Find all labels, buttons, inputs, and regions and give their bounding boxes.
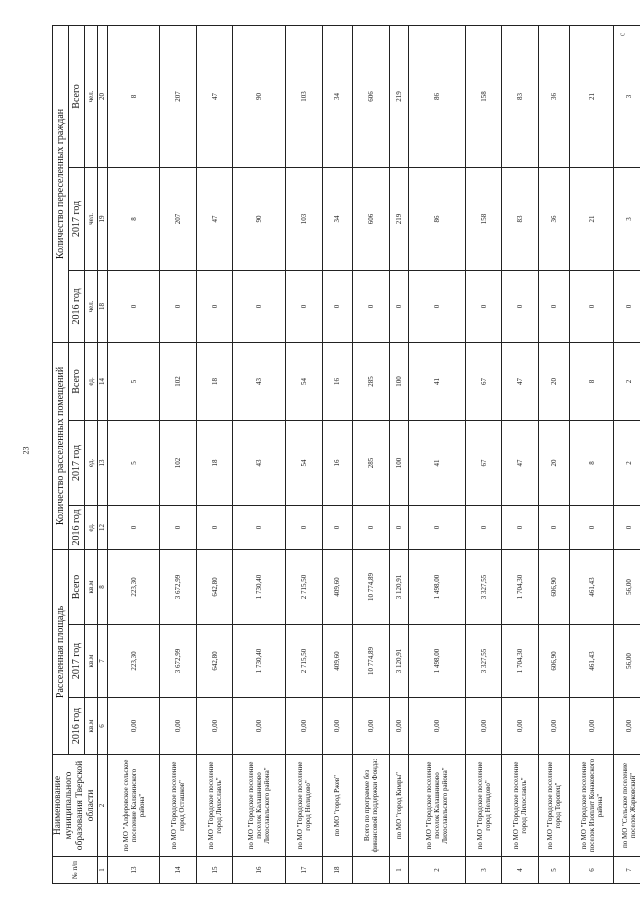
unit-rooms-total: ед. <box>85 342 97 420</box>
cell-no: 4 <box>502 857 538 884</box>
cell-r16: 0 <box>465 505 501 549</box>
cell-at: 606,90 <box>538 549 569 624</box>
cell-p16: 0 <box>570 270 614 342</box>
cell-at: 56,00 <box>614 549 640 624</box>
cell-no: 7 <box>614 857 640 884</box>
cell-name: по МО "Городское поселение город Лихославль" <box>196 755 232 857</box>
table-row <box>107 25 160 883</box>
unit-people-2016: чел. <box>85 270 97 342</box>
cell-pt: 8 <box>107 25 160 167</box>
header-group-people: Количество переселенных граждан <box>53 25 69 342</box>
cell-at: 642,80 <box>196 549 232 624</box>
cell-p17: 90 <box>233 167 286 270</box>
header-area-2016: 2016 год <box>69 698 85 755</box>
cell-p16: 0 <box>465 270 501 342</box>
cell-pt: 606 <box>352 25 390 167</box>
cell-no: 16 <box>233 857 286 884</box>
page-number: 23 <box>21 446 31 455</box>
cell-a17: 223,30 <box>107 625 160 698</box>
cell-no: 17 <box>286 857 322 884</box>
cell-p17: 606 <box>352 167 390 270</box>
cell-at: 1 498,00 <box>409 549 466 624</box>
unit-rooms-2016: ед. <box>85 505 97 549</box>
colnum: 2 <box>97 755 107 857</box>
colnum: 18 <box>97 270 107 342</box>
cell-a16: 0,00 <box>502 698 538 755</box>
cell-p16: 0 <box>233 270 286 342</box>
cell-rt: 2 <box>614 342 640 420</box>
cell-no: 15 <box>196 857 232 884</box>
cell-r17: 18 <box>196 420 232 505</box>
resettlement-table <box>52 25 640 884</box>
cell-p16: 0 <box>390 270 409 342</box>
cell-r16: 0 <box>160 505 196 549</box>
cell-r17: 16 <box>322 420 352 505</box>
cell-at: 1 730,40 <box>233 549 286 624</box>
cell-at: 10 774,89 <box>352 549 390 624</box>
table-row <box>322 25 352 883</box>
cell-rt: 5 <box>107 342 160 420</box>
cell-a17: 1 498,00 <box>409 625 466 698</box>
cell-name: по МО "город Кимры" <box>390 755 409 857</box>
table-row <box>409 25 466 883</box>
colnum: 14 <box>97 342 107 420</box>
cell-name: по МО "Городское поселение поселок Калашниково Лихославльского района" <box>409 755 466 857</box>
cell-p16: 0 <box>352 270 390 342</box>
cell-at: 409,60 <box>322 549 352 624</box>
colnum: 8 <box>97 549 107 624</box>
cell-a17: 1 730,40 <box>233 625 286 698</box>
cell-a16: 0,00 <box>107 698 160 755</box>
cell-pt: 103 <box>286 25 322 167</box>
header-people-2016: 2016 год <box>69 270 85 342</box>
cell-a16: 0,00 <box>196 698 232 755</box>
header-people-2017: 2017 год <box>69 167 85 270</box>
cell-pt: 36 <box>538 25 569 167</box>
cell-rt: 43 <box>233 342 286 420</box>
cell-a16: 0,00 <box>286 698 322 755</box>
cell-r16: 0 <box>390 505 409 549</box>
cell-r16: 0 <box>570 505 614 549</box>
cell-rt: 18 <box>196 342 232 420</box>
cell-name: по МО "Городское поселение город Нелидово" <box>465 755 501 857</box>
cell-r17: 102 <box>160 420 196 505</box>
cell-a17: 3 672,99 <box>160 625 196 698</box>
cell-name: по МО "Сельское поселение поселок Жарковский" <box>614 755 640 857</box>
cell-at: 461,43 <box>570 549 614 624</box>
cell-no: 2 <box>409 857 466 884</box>
table-row <box>465 25 501 883</box>
cell-no: 18 <box>322 857 352 884</box>
cell-r16: 0 <box>409 505 466 549</box>
cell-r16: 0 <box>352 505 390 549</box>
cell-r16: 0 <box>614 505 640 549</box>
cell-pt: 219 <box>390 25 409 167</box>
cell-a16: 0,00 <box>465 698 501 755</box>
cell-at: 3 120,91 <box>390 549 409 624</box>
cell-pt: 47 <box>196 25 232 167</box>
cell-no: 5 <box>538 857 569 884</box>
colnum: 20 <box>97 25 107 167</box>
cell-name: по МО "Городское поселение город Торопец" <box>538 755 569 857</box>
cell-a16: 0,00 <box>390 698 409 755</box>
cell-at: 2 715,50 <box>286 549 322 624</box>
cell-a16: 0,00 <box>409 698 466 755</box>
cell-rt: 8 <box>570 342 614 420</box>
header-area-total: Всего <box>69 549 85 624</box>
header-group-rooms: Количество расселенных помещений <box>53 342 69 549</box>
cell-no: 14 <box>160 857 196 884</box>
cell-r17: 47 <box>502 420 538 505</box>
colnum: 13 <box>97 420 107 505</box>
cell-r16: 0 <box>196 505 232 549</box>
cell-rt: 285 <box>352 342 390 420</box>
header-col-name: Наименование муниципального образования Тверской области <box>53 755 98 857</box>
cell-a17: 10 774,89 <box>352 625 390 698</box>
table-row <box>570 25 614 883</box>
cell-rt: 102 <box>160 342 196 420</box>
cell-at: 1 704,30 <box>502 549 538 624</box>
cell-r17: 8 <box>570 420 614 505</box>
cell-at: 3 672,99 <box>160 549 196 624</box>
cell-no <box>352 857 390 884</box>
unit-people-2017: чел. <box>85 167 97 270</box>
cell-p16: 0 <box>196 270 232 342</box>
cell-pt: 21 <box>570 25 614 167</box>
table-row <box>538 25 569 883</box>
unit-people-total: чел. <box>85 25 97 167</box>
cell-a16: 0,00 <box>538 698 569 755</box>
cell-pt: 83 <box>502 25 538 167</box>
cell-rt: 47 <box>502 342 538 420</box>
cell-r16: 0 <box>286 505 322 549</box>
cell-no: 6 <box>570 857 614 884</box>
header-rooms-2017: 2017 год <box>69 420 85 505</box>
colnum: 19 <box>97 167 107 270</box>
cell-name: Всего по программе без финансовой поддержки Фонда: <box>352 755 390 857</box>
colnum: 1 <box>97 857 107 884</box>
cell-pt: 90 <box>233 25 286 167</box>
cell-r17: 5 <box>107 420 160 505</box>
cell-at: 223,30 <box>107 549 160 624</box>
cell-rt: 67 <box>465 342 501 420</box>
cell-a16: 0,00 <box>352 698 390 755</box>
cell-pt: 3 <box>614 25 640 167</box>
cell-a17: 1 704,30 <box>502 625 538 698</box>
table-row <box>196 25 232 883</box>
cell-name: по МО "Алферовское сельское поселение Калязинского района" <box>107 755 160 857</box>
cell-name: по МО "Городское поселение город Осташков" <box>160 755 196 857</box>
header-people-total: Всего <box>69 25 85 167</box>
cell-p16: 0 <box>409 270 466 342</box>
corner-mark: c <box>617 32 627 37</box>
cell-p17: 207 <box>160 167 196 270</box>
cell-r16: 0 <box>322 505 352 549</box>
cell-a17: 56,00 <box>614 625 640 698</box>
header-rooms-total: Всего <box>69 342 85 420</box>
cell-pt: 86 <box>409 25 466 167</box>
cell-a17: 2 715,50 <box>286 625 322 698</box>
cell-a17: 3 120,91 <box>390 625 409 698</box>
cell-p17: 47 <box>196 167 232 270</box>
colnum: 7 <box>97 625 107 698</box>
cell-r17: 67 <box>465 420 501 505</box>
colnum: 6 <box>97 698 107 755</box>
cell-a17: 3 327,55 <box>465 625 501 698</box>
unit-area-2016: кв.м <box>85 698 97 755</box>
cell-name: по МО "Городское поселение город Лихославль" <box>502 755 538 857</box>
table-row <box>614 25 640 883</box>
cell-a16: 0,00 <box>160 698 196 755</box>
header-area-2017: 2017 год <box>69 625 85 698</box>
cell-r17: 285 <box>352 420 390 505</box>
cell-p17: 86 <box>409 167 466 270</box>
table-row <box>233 25 286 883</box>
header-col-no: № п/п <box>53 857 98 884</box>
cell-a17: 461,43 <box>570 625 614 698</box>
cell-p16: 0 <box>614 270 640 342</box>
cell-p16: 0 <box>160 270 196 342</box>
cell-r16: 0 <box>502 505 538 549</box>
column-number-row <box>97 25 107 883</box>
cell-p16: 0 <box>286 270 322 342</box>
table-row <box>352 25 390 883</box>
cell-r17: 20 <box>538 420 569 505</box>
cell-r17: 100 <box>390 420 409 505</box>
cell-no: 13 <box>107 857 160 884</box>
cell-no: 3 <box>465 857 501 884</box>
cell-rt: 41 <box>409 342 466 420</box>
header-group-area: Расселенная площадь <box>53 549 69 754</box>
table-row <box>160 25 196 883</box>
cell-r16: 0 <box>107 505 160 549</box>
cell-a16: 0,00 <box>233 698 286 755</box>
cell-rt: 16 <box>322 342 352 420</box>
rotated-table-container <box>52 26 637 884</box>
cell-r16: 0 <box>233 505 286 549</box>
cell-p17: 36 <box>538 167 569 270</box>
cell-a16: 0,00 <box>570 698 614 755</box>
cell-a17: 606,90 <box>538 625 569 698</box>
table-row <box>390 25 409 883</box>
cell-pt: 34 <box>322 25 352 167</box>
cell-pt: 207 <box>160 25 196 167</box>
cell-a16: 0,00 <box>322 698 352 755</box>
cell-r17: 43 <box>233 420 286 505</box>
cell-name: по МО "Городское поселение поселок Изоплит Конаковского района" <box>570 755 614 857</box>
cell-rt: 20 <box>538 342 569 420</box>
cell-p17: 83 <box>502 167 538 270</box>
cell-p17: 21 <box>570 167 614 270</box>
cell-r17: 2 <box>614 420 640 505</box>
cell-name: по МО "Городское поселение поселок Калашниково Лихославльского района" <box>233 755 286 857</box>
cell-p17: 103 <box>286 167 322 270</box>
unit-area-total: кв.м <box>85 549 97 624</box>
cell-r17: 41 <box>409 420 466 505</box>
table-row <box>502 25 538 883</box>
unit-area-2017: кв.м <box>85 625 97 698</box>
unit-rooms-2017: ед. <box>85 420 97 505</box>
cell-at: 3 327,55 <box>465 549 501 624</box>
cell-r17: 54 <box>286 420 322 505</box>
cell-p17: 158 <box>465 167 501 270</box>
colnum: 12 <box>97 505 107 549</box>
cell-a17: 409,60 <box>322 625 352 698</box>
cell-no: 1 <box>390 857 409 884</box>
cell-p17: 34 <box>322 167 352 270</box>
table-row <box>286 25 322 883</box>
cell-p16: 0 <box>107 270 160 342</box>
cell-p17: 3 <box>614 167 640 270</box>
cell-name: по МО "Городское поселение город Нелидово" <box>286 755 322 857</box>
header-rooms-2016: 2016 год <box>69 505 85 549</box>
cell-rt: 54 <box>286 342 322 420</box>
cell-rt: 100 <box>390 342 409 420</box>
cell-p16: 0 <box>538 270 569 342</box>
cell-pt: 158 <box>465 25 501 167</box>
cell-p16: 0 <box>322 270 352 342</box>
cell-a16: 0,00 <box>614 698 640 755</box>
cell-a17: 642,80 <box>196 625 232 698</box>
cell-p17: 219 <box>390 167 409 270</box>
cell-p16: 0 <box>502 270 538 342</box>
cell-r16: 0 <box>538 505 569 549</box>
cell-name: по МО "город Ржев" <box>322 755 352 857</box>
cell-p17: 8 <box>107 167 160 270</box>
